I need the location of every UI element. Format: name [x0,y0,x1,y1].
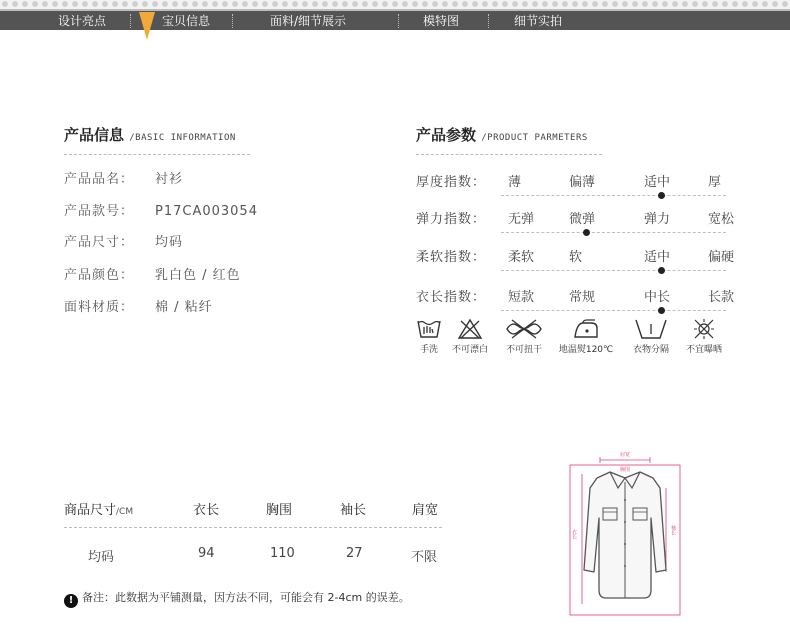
param-label: 柔软指数： [416,250,487,265]
size-table-divider [64,527,442,528]
no-wring-icon [504,318,544,340]
care-no-wring [500,318,548,355]
info-value: 乳白色 / 红色 [155,268,241,283]
param-row [416,171,726,199]
product-info-title [64,124,236,145]
care-no-sun-dry [680,318,728,355]
size-header-text: 商品尺寸 [64,503,117,518]
shirt-measurement-diagram [560,452,690,622]
care-label: 手洗 [419,345,438,355]
info-value: 衬衫 [155,172,184,187]
param-option: 适中 [644,175,671,190]
info-label: 产品尺寸： [64,235,135,250]
note-text: 备注：此数据为平铺测量，因方法不同，可能会有 2-4cm 的误差。 [82,591,410,604]
param-option: 中长 [644,290,671,305]
info-label: 面料材质： [64,300,135,315]
param-indicator-dot [583,229,590,236]
param-option: 偏薄 [569,175,596,190]
size-cell-size: 均码 [88,550,115,565]
info-row-color [64,264,241,283]
product-params-title [416,124,588,145]
param-option: 适中 [644,250,671,265]
tab-design-highlights[interactable]: 设计亮点 [58,14,107,28]
param-label: 衣长指数： [416,290,487,305]
product-params-divider [416,154,602,155]
info-row-material [64,296,213,315]
product-info-subtitle: /BASIC INFORMATION [129,133,236,143]
scalloped-edge [0,0,790,9]
param-row [416,208,735,236]
tab-detail-photos[interactable]: 细节实拍 [514,14,563,28]
product-info-title-text: 产品信息 [64,126,125,144]
param-option: 微弹 [569,212,596,227]
no-bleach-icon [457,318,483,340]
param-row [416,286,735,314]
active-tab-marker [139,12,155,40]
param-label: 弹力指数： [416,212,487,227]
top-nav-bar [0,0,790,30]
care-label: 地温熨120℃ [558,345,614,355]
info-label: 产品款号： [64,204,135,219]
product-params-subtitle: /PRODUCT PARMETERS [481,133,588,143]
info-row-size [64,231,183,250]
tab-model-photos[interactable]: 模特图 [423,14,460,28]
care-label: 衣物分隔 [632,345,669,355]
size-header-sleeve: 袖长 [340,503,367,518]
care-hand-wash [414,318,444,355]
param-row [416,246,735,274]
param-option: 无弹 [508,212,535,227]
nav-divider [232,14,233,28]
info-value: 均码 [155,235,184,250]
care-label: 不可扭干 [505,345,542,355]
info-label: 产品颜色： [64,268,135,283]
size-unit: /CM [116,507,134,517]
care-label: 不可漂白 [451,345,488,355]
nav-divider [488,14,489,28]
param-label: 厚度指数： [416,175,487,190]
exclamation-icon: ! [64,594,78,608]
size-header-shoulder: 肩宽 [412,503,439,518]
param-option: 宽松 [708,212,735,227]
size-header-chest: 胸围 [266,503,293,518]
product-info-divider [64,154,250,155]
hand-wash-icon [416,318,442,340]
chest-label: 胸围 [619,467,631,473]
size-cell-sleeve: 27 [346,546,363,561]
low-iron-icon [571,318,601,340]
product-params-title-text: 产品参数 [416,126,477,144]
param-option: 长款 [708,290,735,305]
param-option: 厚 [708,175,722,190]
no-sun-dry-icon [691,318,717,340]
param-option: 常规 [569,290,596,305]
care-wash-separately [626,318,676,355]
param-indicator-dot [658,267,665,274]
care-low-iron [555,318,617,355]
param-indicator-dot [658,307,665,314]
nav-stripe [0,9,790,11]
param-option: 软 [569,250,583,265]
param-option: 薄 [508,175,522,190]
tab-fabric-details[interactable]: 面料/细节展示 [270,14,347,28]
size-cell-length: 94 [198,546,215,561]
size-header-length: 衣长 [193,503,220,518]
info-row-name [64,168,183,187]
info-value: P17CA003054 [155,204,258,219]
info-label: 产品品名： [64,172,135,187]
info-value: 棉 / 粘纤 [155,300,213,315]
param-indicator-dot [658,192,665,199]
param-scale-line [501,270,726,271]
shirt-diagram-svg [560,452,690,622]
tab-product-info[interactable]: 宝贝信息 [162,14,211,28]
param-scale-line [501,232,726,233]
param-option: 柔软 [508,250,535,265]
care-label: 不宜曝晒 [685,345,722,355]
care-no-bleach [447,318,493,355]
wash-separately-icon [634,318,668,340]
sleeve-label: 袖长 [670,525,676,535]
param-option: 弹力 [644,212,671,227]
param-option: 偏硬 [708,250,735,265]
length-label: 衣长 [571,529,577,539]
nav-divider [130,14,131,28]
param-option: 短款 [508,290,535,305]
param-scale-line [501,195,726,196]
info-row-style-no [64,200,258,219]
shoulder-label: 肩宽 [619,452,631,458]
param-scale-line [501,310,726,311]
size-header-product-size [64,499,133,518]
measurement-note [64,589,410,608]
size-cell-chest: 110 [270,546,295,561]
size-cell-shoulder: 不限 [411,550,438,565]
nav-divider [398,14,399,28]
